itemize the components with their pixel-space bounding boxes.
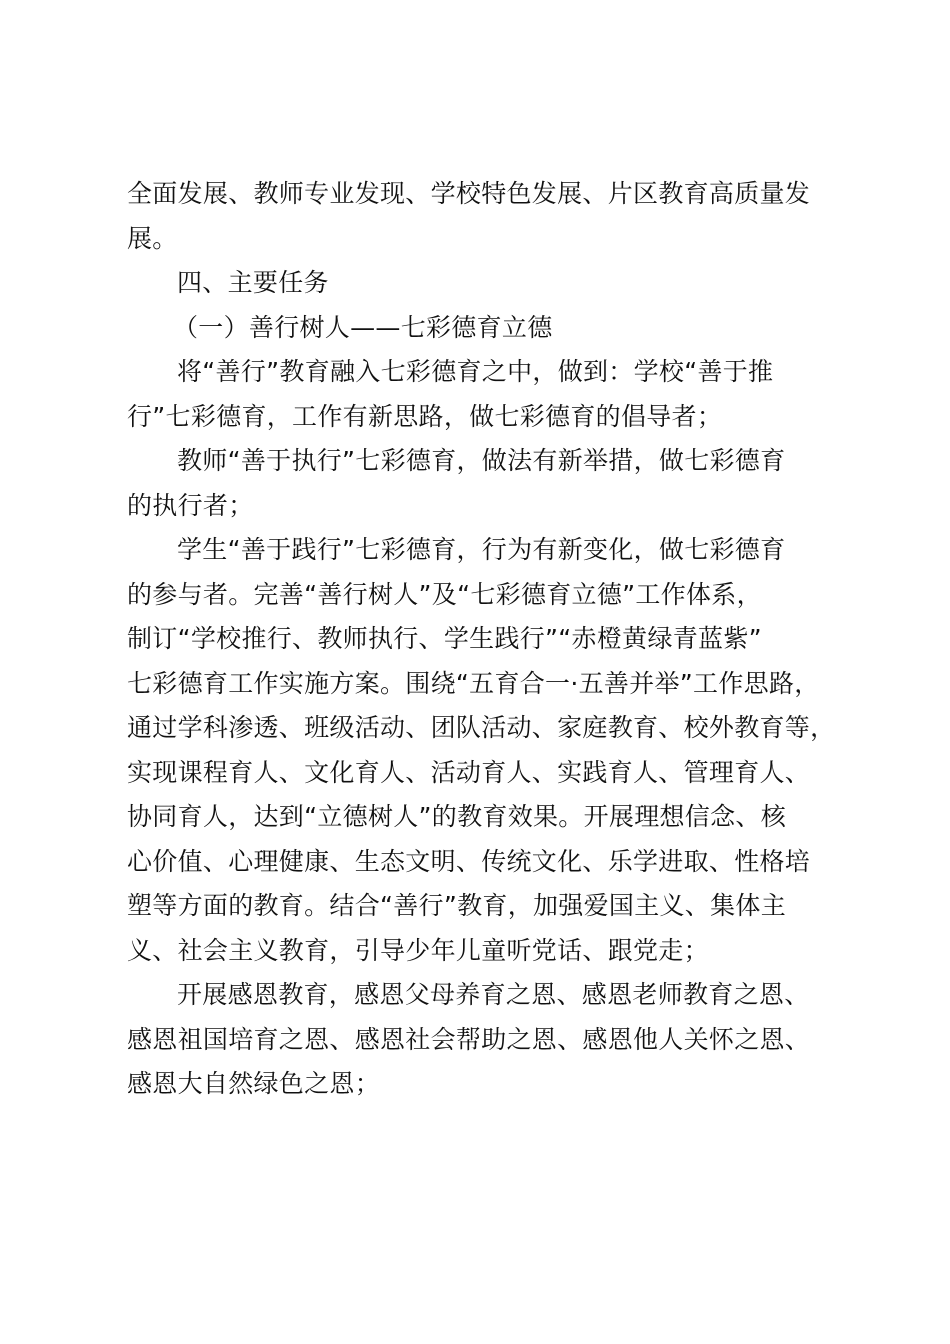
text-line: 的执行者；	[127, 490, 254, 520]
text-line: 感恩祖国培育之恩、感恩社会帮助之恩、感恩他人关怀之恩、	[127, 1024, 811, 1054]
text-line: 感恩大自然绿色之恩；	[127, 1069, 381, 1098]
text-line: 塑等方面的教育。结合“善行”教育，加强爱国主义、集体主	[127, 891, 787, 920]
text-line: 通过学科渗透、班级活动、团队活动、家庭教育、校外教育等，	[127, 713, 836, 742]
document-body	[127, 172, 837, 1107]
text-line: 七彩德育工作实施方案。围绕“五育合一·五善并举”工作思路，	[127, 668, 820, 698]
text-line: 心价值、心理健康、生态文明、传统文化、乐学进取、性格培	[127, 846, 811, 876]
text-line: 教师“善于执行”七彩德育，做法有新举措，做七彩德育	[177, 446, 786, 475]
text-line: 学生“善于践行”七彩德育，行为有新变化，做七彩德育	[177, 535, 786, 564]
text-line: 义、社会主义教育，引导少年儿童听党话、跟党走；	[127, 935, 709, 965]
text-line: 全面发展、教师专业发现、学校特色发展、片区教育高质量发	[127, 179, 811, 208]
text-line: 实现课程育人、文化育人、活动育人、实践育人、管理育人、	[127, 757, 811, 787]
section-heading: 四、主要任务	[177, 268, 329, 297]
text-line: 将“善行”教育融入七彩德育之中，做到：学校“善于推	[177, 357, 774, 386]
text-line: 展。	[127, 223, 178, 253]
text-line: 制订“学校推行、教师执行、学生践行”“赤橙黄绿青蓝紫”	[127, 624, 762, 653]
text-line: 协同育人，达到“立德树人”的教育效果。开展理想信念、核	[127, 802, 787, 831]
text-line: 行”七彩德育，工作有新思路，做七彩德育的倡导者；	[127, 401, 723, 431]
text-line: 的参与者。完善“善行树人”及“七彩德育立德”工作体系，	[127, 579, 762, 609]
text-line: 开展感恩教育，感恩父母养育之恩、感恩老师教育之恩、	[177, 980, 810, 1009]
subsection-heading: （一）善行树人——七彩德育立德	[173, 312, 553, 342]
